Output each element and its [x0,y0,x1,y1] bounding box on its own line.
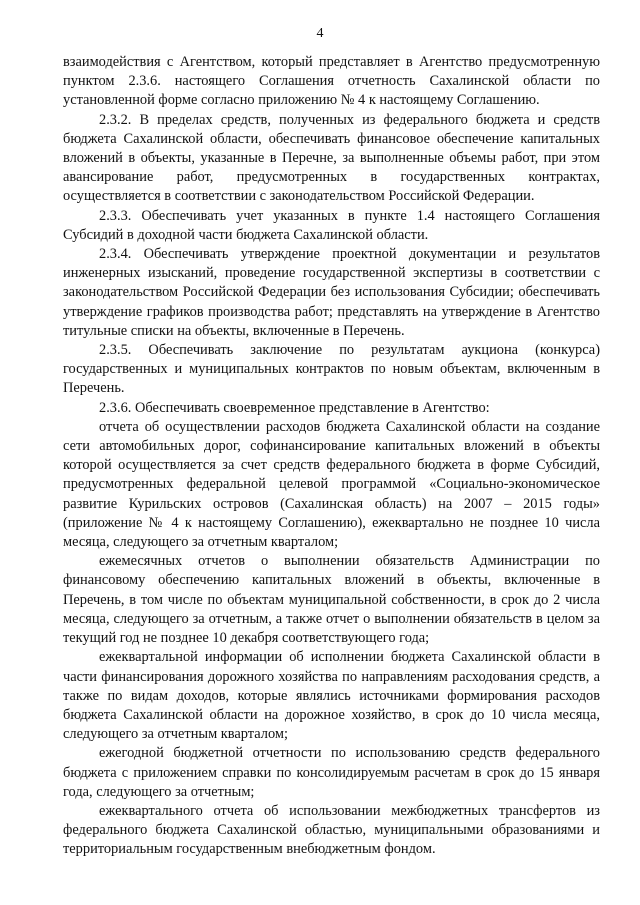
paragraph-2-3-5: 2.3.5. Обеспечивать заключение по результатам аукциона (конкурса) государственных и муниципальных контрактов по новым объектам, включенным в Перечень. [63,342,600,397]
paragraph-2-3-2: 2.3.2. В пределах средств, полученных из федерального бюджета и средств бюджета Сахалинской области, обеспечивать финансовое обеспечение капитальных вложений в объекты, указанные в Перечне, за выполненные объемы работ, при этом авансирование работ, предусмотренных в государственных контрактах, осуществляется в соответствии с законодательством Российской Федерации. [63,111,600,205]
report-item-monthly: ежемесячных отчетов о выполнении обязательств Администрации по финансовому обеспечению капитальных вложений в объекты, включенные в Перечень, в том числе по объектам муниципальной собственности, в срок до 2 числа месяца, следующего за отчетным, а также отчет о выполнении обязательств в целом за текущий год не позднее 10 декабря соответствующего года; [63,553,600,647]
report-item-expenditure: отчета об осуществлении расходов бюджета Сахалинской области на создание сети автомобильных дорог, софинансирование капитальных вложений в объекты которой осуществляется за счет средств федерального бюджета в форме Субсидий, предусмотренных федеральной целевой программой «Социально-экономическое развитие Курильских островов (Сахалинская область) на 2007 – 2015 годы» (приложение № 4 к настоящему Соглашению), ежеквартально не позднее 10 числа месяца, следующего за отчетным кварталом; [63,418,600,551]
paragraph-2-3-3: 2.3.3. Обеспечивать учет указанных в пункте 1.4 настоящего Соглашения Субсидий в доходной части бюджета Сахалинской области. [63,207,600,243]
paragraph-continuation: взаимодействия с Агентством, который представляет в Агентство предусмотренную пунктом 2.3.6. настоящего Соглашения отчетность Сахалинской области по установленной форме согласно приложению № 4 к настоящему Соглашению. [63,54,600,109]
report-item-transfers: ежеквартального отчета об использовании межбюджетных трансфертов из федерального бюджета Сахалинской областью, муниципальными образованиями и территориальным государственным внебюджетным фондом. [63,802,600,858]
page-number: 4 [316,26,324,41]
paragraph-2-3-6: 2.3.6. Обеспечивать своевременное представление в Агентство: [99,399,490,416]
report-item-quarterly-info: ежеквартальной информации об исполнении бюджета Сахалинской области в части финансирования дорожного хозяйства по направлениям расходования средств, а также по видам доходов, которые являлись источниками формирования расходов бюджета Сахалинской области на дорожное хозяйство, в срок до 10 числа месяца, следующего за отчетным кварталом; [63,649,600,743]
document-body [63,53,600,860]
report-item-annual: ежегодной бюджетной отчетности по использованию средств федерального бюджета с приложением справки по консолидируемым расчетам в срок до 15 января года, следующего за отчетным; [63,745,600,800]
paragraph-2-3-4: 2.3.4. Обеспечивать утверждение проектной документации и результатов инженерных изысканий, проведение государственной экспертизы в соответствии с законодательством Российской Федерации без использования Субсидии; обеспечивать утверждение графиков производства работ; представлять на утверждение в Агентство титульные списки на объекты, включенные в Перечень. [63,246,600,339]
